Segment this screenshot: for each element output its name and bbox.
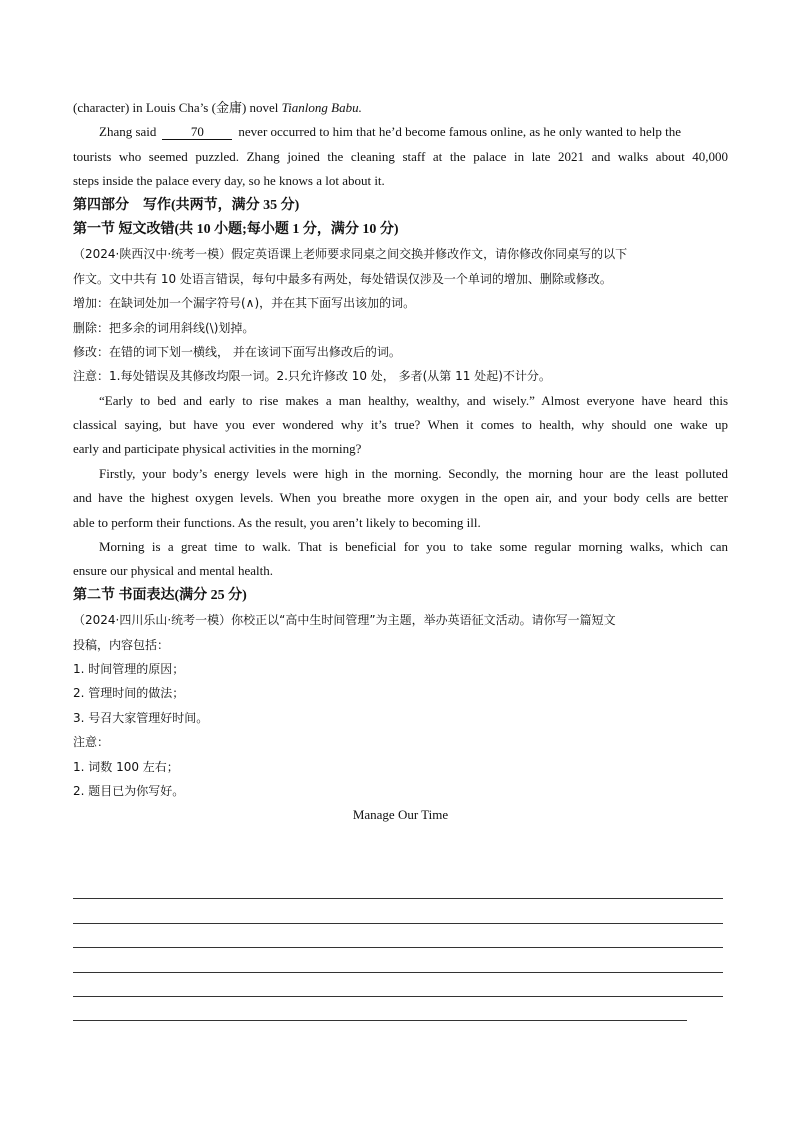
passage-text: (character) in Louis Cha’s (金庸) novel (73, 100, 279, 115)
instruction-line: 投稿，内容包括： (73, 637, 170, 652)
instruction-line: 注意：1.每处错误及其修改均限一词。2.只允许修改 10 处， 多者(从第 11 处起)不计分。 (73, 369, 551, 384)
essay-line: Morning is a great time to walk. That is beneficial for you to take some regular morning walks, which can (99, 539, 728, 555)
passage-text: Zhang said (99, 124, 157, 140)
instruction-line: 1. 时间管理的原因； (73, 661, 185, 676)
instruction-line: 2. 管理时间的做法； (73, 686, 185, 701)
document-body (73, 96, 728, 828)
passage-line: steps inside the palace every day, so he knows a lot about it. (73, 173, 385, 189)
blank-70: 70 (162, 125, 232, 140)
passage-line: tourists who seemed puzzled. Zhang joined the cleaning staff at the palace in late 2021 and walks about 40,000 (73, 148, 728, 164)
section2-title: 第二节 书面表达(满分 25 分) (73, 587, 247, 603)
writing-line (73, 875, 723, 899)
instruction-line: 2. 题目已为你写好。 (73, 783, 185, 798)
essay-line: classical saying, but have you ever wondered why it’s true? When it comes to health, why should one wake up (73, 417, 728, 433)
instruction-line: 3. 号召大家管理好时间。 (73, 710, 209, 725)
writing-line (73, 948, 723, 972)
instruction-line: 修改：在错的词下划一横线， 并在该词下面写出修改后的词。 (73, 344, 401, 359)
instruction-line: 删除：把多余的词用斜线(\)划掉。 (73, 320, 255, 335)
instruction-line: （2024·陕西汉中·统考一模）假定英语课上老师要求同桌之间交换并修改作文，请你修改你同桌写的以下 (73, 247, 628, 262)
writing-line (73, 924, 723, 948)
instruction-line: 1. 词数 100 左右； (73, 759, 179, 774)
passage-text: never occurred to him that he’d become famous online, as he only wanted to help the (238, 124, 681, 140)
essay-line: and have the highest oxygen levels. When you breathe more oxygen in the open air, and your body cells are better (73, 490, 728, 506)
essay-line: “Early to bed and early to rise makes a man healthy, wealthy, and wisely.” Almost everyone have heard this (99, 392, 728, 408)
writing-area (73, 875, 723, 1021)
part4-title: 第四部分 写作(共两节，满分 35 分) (73, 197, 300, 213)
passage-line (73, 96, 728, 120)
essay-line: early and participate physical activities in the morning? (73, 441, 362, 457)
instruction-line: 作文。文中共有 10 处语言错误，每句中最多有两处，每处错误仅涉及一个单词的增加、删除或修改。 (73, 271, 612, 286)
passage-line (73, 120, 728, 144)
essay-title: Manage Our Time (352, 807, 449, 823)
section1-title: 第一节 短文改错(共 10 小题;每小题 1 分，满分 10 分) (73, 221, 399, 237)
essay-line: able to perform their functions. As the result, you aren’t likely to becoming ill. (73, 514, 481, 530)
instruction-line: 注意： (73, 735, 110, 750)
essay-line: ensure our physical and mental health. (73, 563, 273, 579)
novel-title: Tianlong Babu. (281, 100, 362, 115)
instruction-line: （2024·四川乐山·统考一模）你校正以“高中生时间管理”为主题，举办英语征文活动。请你写一篇短文 (73, 613, 616, 628)
writing-line (73, 899, 723, 923)
writing-line (73, 997, 687, 1021)
essay-line: Firstly, your body’s energy levels were high in the morning. Secondly, the morning hour are the least polluted (99, 465, 728, 481)
writing-line (73, 973, 723, 997)
instruction-line: 增加：在缺词处加一个漏字符号(∧)，并在其下面写出该加的词。 (73, 296, 416, 311)
